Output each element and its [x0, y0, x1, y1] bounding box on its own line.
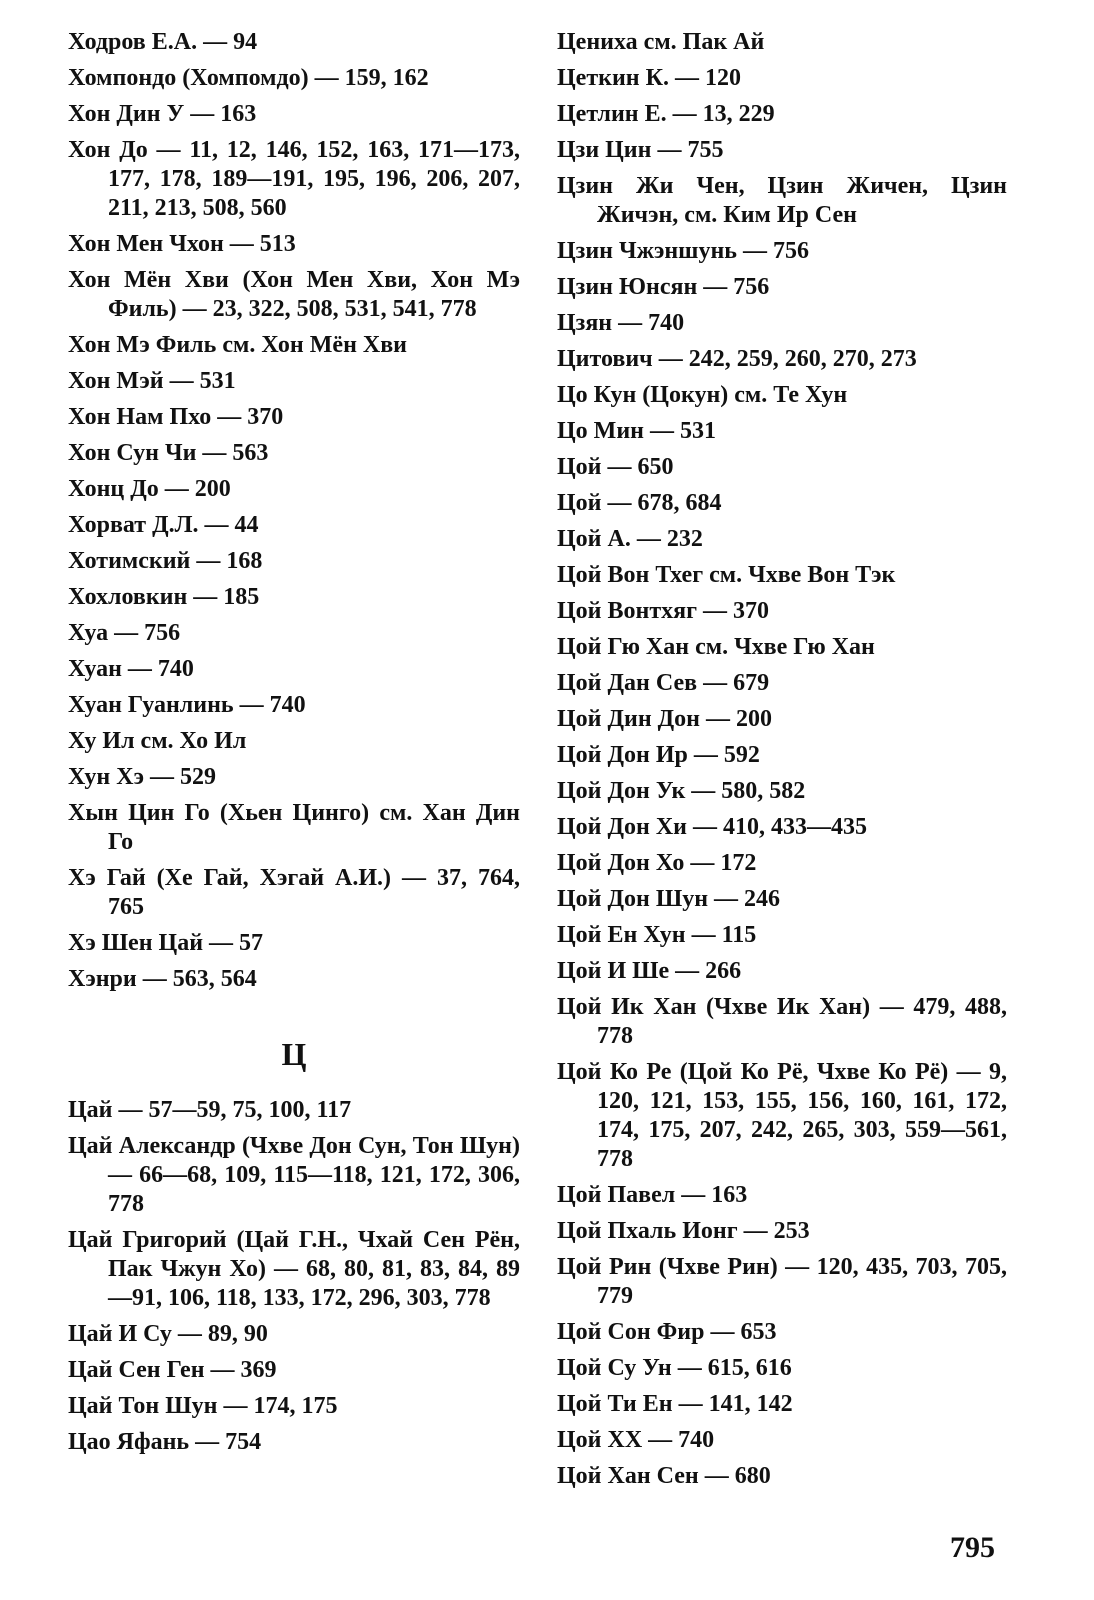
index-entry: Цой — 678, 684 — [557, 490, 722, 516]
index-entry: Цзин Чжэншунь — 756 — [557, 238, 809, 264]
index-entry: Цо Мин — 531 — [557, 418, 716, 444]
index-entry: Хон Мен Чхон — 513 — [68, 231, 296, 257]
index-entry: Хуан Гуанлинь — 740 — [68, 692, 306, 718]
index-entry: Хон Мэй — 531 — [68, 368, 236, 394]
index-entry: Цзи Цин — 755 — [557, 137, 724, 163]
index-entry: Цой Су Ун — 615, 616 — [557, 1355, 792, 1381]
index-entry: Цой Ик Хан (Чхве Ик Хан) — 479, 488, 778 — [557, 994, 1007, 1049]
index-entry: Цай И Су — 89, 90 — [68, 1321, 268, 1347]
left-column — [68, 28, 520, 1464]
index-entry: Цай Тон Шун — 174, 175 — [68, 1393, 338, 1419]
index-entry: Цой Ко Ре (Цой Ко Рё, Чхве Ко Рё) — 9, 120, 121, 153, 155, 156, 160, 161, 172, 174, 175, 207, 242, 265, 303, 559—561, 778 — [557, 1059, 1007, 1172]
index-entry: Цай Григорий (Цай Г.Н., Чхай Сен Рён, Пак Чжун Хо) — 68, 80, 81, 83, 84, 89—91, 106, 118, 133, 172, 296, 303, 778 — [68, 1227, 520, 1311]
index-entry: Цой Дон Шун — 246 — [557, 886, 781, 912]
index-entry: Хэ Шен Цай — 57 — [68, 930, 264, 956]
index-entry: Цзин Юнсян — 756 — [557, 274, 770, 300]
index-entry: Хон Мэ Филь см. Хон Мён Хви — [68, 332, 408, 358]
index-entry: Ху Ил см. Хо Ил — [68, 728, 247, 754]
index-entry: Цетлин Е. — 13, 229 — [557, 101, 775, 127]
index-entry: Цой Дан Сев — 679 — [557, 670, 770, 696]
index-entry: Хуа — 756 — [68, 620, 181, 646]
index-entry: Хохловкин — 185 — [68, 584, 260, 610]
page-number: 795 — [950, 1531, 995, 1564]
index-entry: Цой Ен Хун — 115 — [557, 922, 757, 948]
index-entry: Цо Кун (Цокун) см. Те Хун — [557, 382, 848, 408]
index-entry: Цао Яфань — 754 — [68, 1429, 262, 1455]
index-entry: Цой Пхаль Ионг — 253 — [557, 1218, 810, 1244]
index-entry: Цеткин К. — 120 — [557, 65, 741, 91]
index-entry: Цой Дин Дон — 200 — [557, 706, 773, 732]
index-entry: Хомпондо (Хомпомдо) — 159, 162 — [68, 65, 429, 91]
index-entry: Цой А. — 232 — [557, 526, 703, 552]
index-entry: Цой Павел — 163 — [557, 1182, 748, 1208]
section-heading: Ц — [281, 1036, 307, 1072]
index-entry: Цай Александр (Чхве Дон Сун, Тон Шун) — 66—68, 109, 115—118, 121, 172, 306, 778 — [68, 1133, 520, 1217]
index-entry: Цой Рин (Чхве Рин) — 120, 435, 703, 705, 779 — [557, 1254, 1007, 1309]
index-entry: Цой Дон Хо — 172 — [557, 850, 757, 876]
index-entry: Цой — 650 — [557, 454, 674, 480]
index-entry: Хэнри — 563, 564 — [68, 966, 257, 992]
index-entry: Цой Гю Хан см. Чхве Гю Хан — [557, 634, 875, 660]
index-entry: Цой XX — 740 — [557, 1427, 715, 1453]
index-entry: Цзян — 740 — [557, 310, 685, 336]
index-entry: Цой Дон Ук — 580, 582 — [557, 778, 806, 804]
index-entry: Хон До — 11, 12, 146, 152, 163, 171—173, 177, 178, 189—191, 195, 196, 206, 207, 211, 213, 508, 560 — [68, 137, 520, 221]
right-entries — [557, 28, 1007, 1491]
index-entry: Хын Цин Го (Хьен Цинго) см. Хан Дин Го — [68, 800, 520, 855]
index-entry: Хорват Д.Л. — 44 — [68, 512, 259, 538]
index-entry: Цой Дон Ир — 592 — [557, 742, 760, 768]
index-entry: Хон Мён Хви (Хон Мен Хви, Хон Мэ Филь) — 23, 322, 508, 531, 541, 778 — [68, 267, 520, 322]
index-entry: Цой Сон Фир — 653 — [557, 1319, 777, 1345]
index-entry: Хун Хэ — 529 — [68, 764, 216, 790]
index-entry: Цой Ти Ен — 141, 142 — [557, 1391, 793, 1417]
right-column — [557, 28, 1007, 1498]
index-entry: Хэ Гай (Хе Гай, Хэгай А.И.) — 37, 764, 765 — [68, 865, 520, 920]
index-entry: Цитович — 242, 259, 260, 270, 273 — [557, 346, 917, 372]
left-entries-kh — [68, 28, 520, 994]
left-entries-ts — [68, 1096, 520, 1457]
index-entry: Хонц До — 200 — [68, 476, 231, 502]
index-entry: Цзин Жи Чен, Цзин Жичен, Цзин Жичэн, см. Ким Ир Сен — [557, 173, 1007, 228]
index-entry: Цой Хан Сен — 680 — [557, 1463, 771, 1489]
index-entry: Цой Дон Хи — 410, 433—435 — [557, 814, 867, 840]
index-entry: Цой И Ше — 266 — [557, 958, 742, 984]
index-entry: Ходров Е.А. — 94 — [68, 29, 258, 55]
index-entry: Цениха см. Пак Ай — [557, 29, 765, 55]
index-entry: Хуан — 740 — [68, 656, 194, 682]
index-entry: Цой Вон Тхег см. Чхве Вон Тэк — [557, 562, 896, 588]
index-entry: Цой Вонтхяг — 370 — [557, 598, 770, 624]
index-entry: Хотимский — 168 — [68, 548, 263, 574]
index-entry: Хон Сун Чи — 563 — [68, 440, 269, 466]
index-entry: Цай Сен Ген — 369 — [68, 1357, 277, 1383]
index-entry: Хон Дин У — 163 — [68, 101, 257, 127]
index-entry: Хон Нам Пхо — 370 — [68, 404, 284, 430]
index-entry: Цай — 57—59, 75, 100, 117 — [68, 1097, 352, 1123]
